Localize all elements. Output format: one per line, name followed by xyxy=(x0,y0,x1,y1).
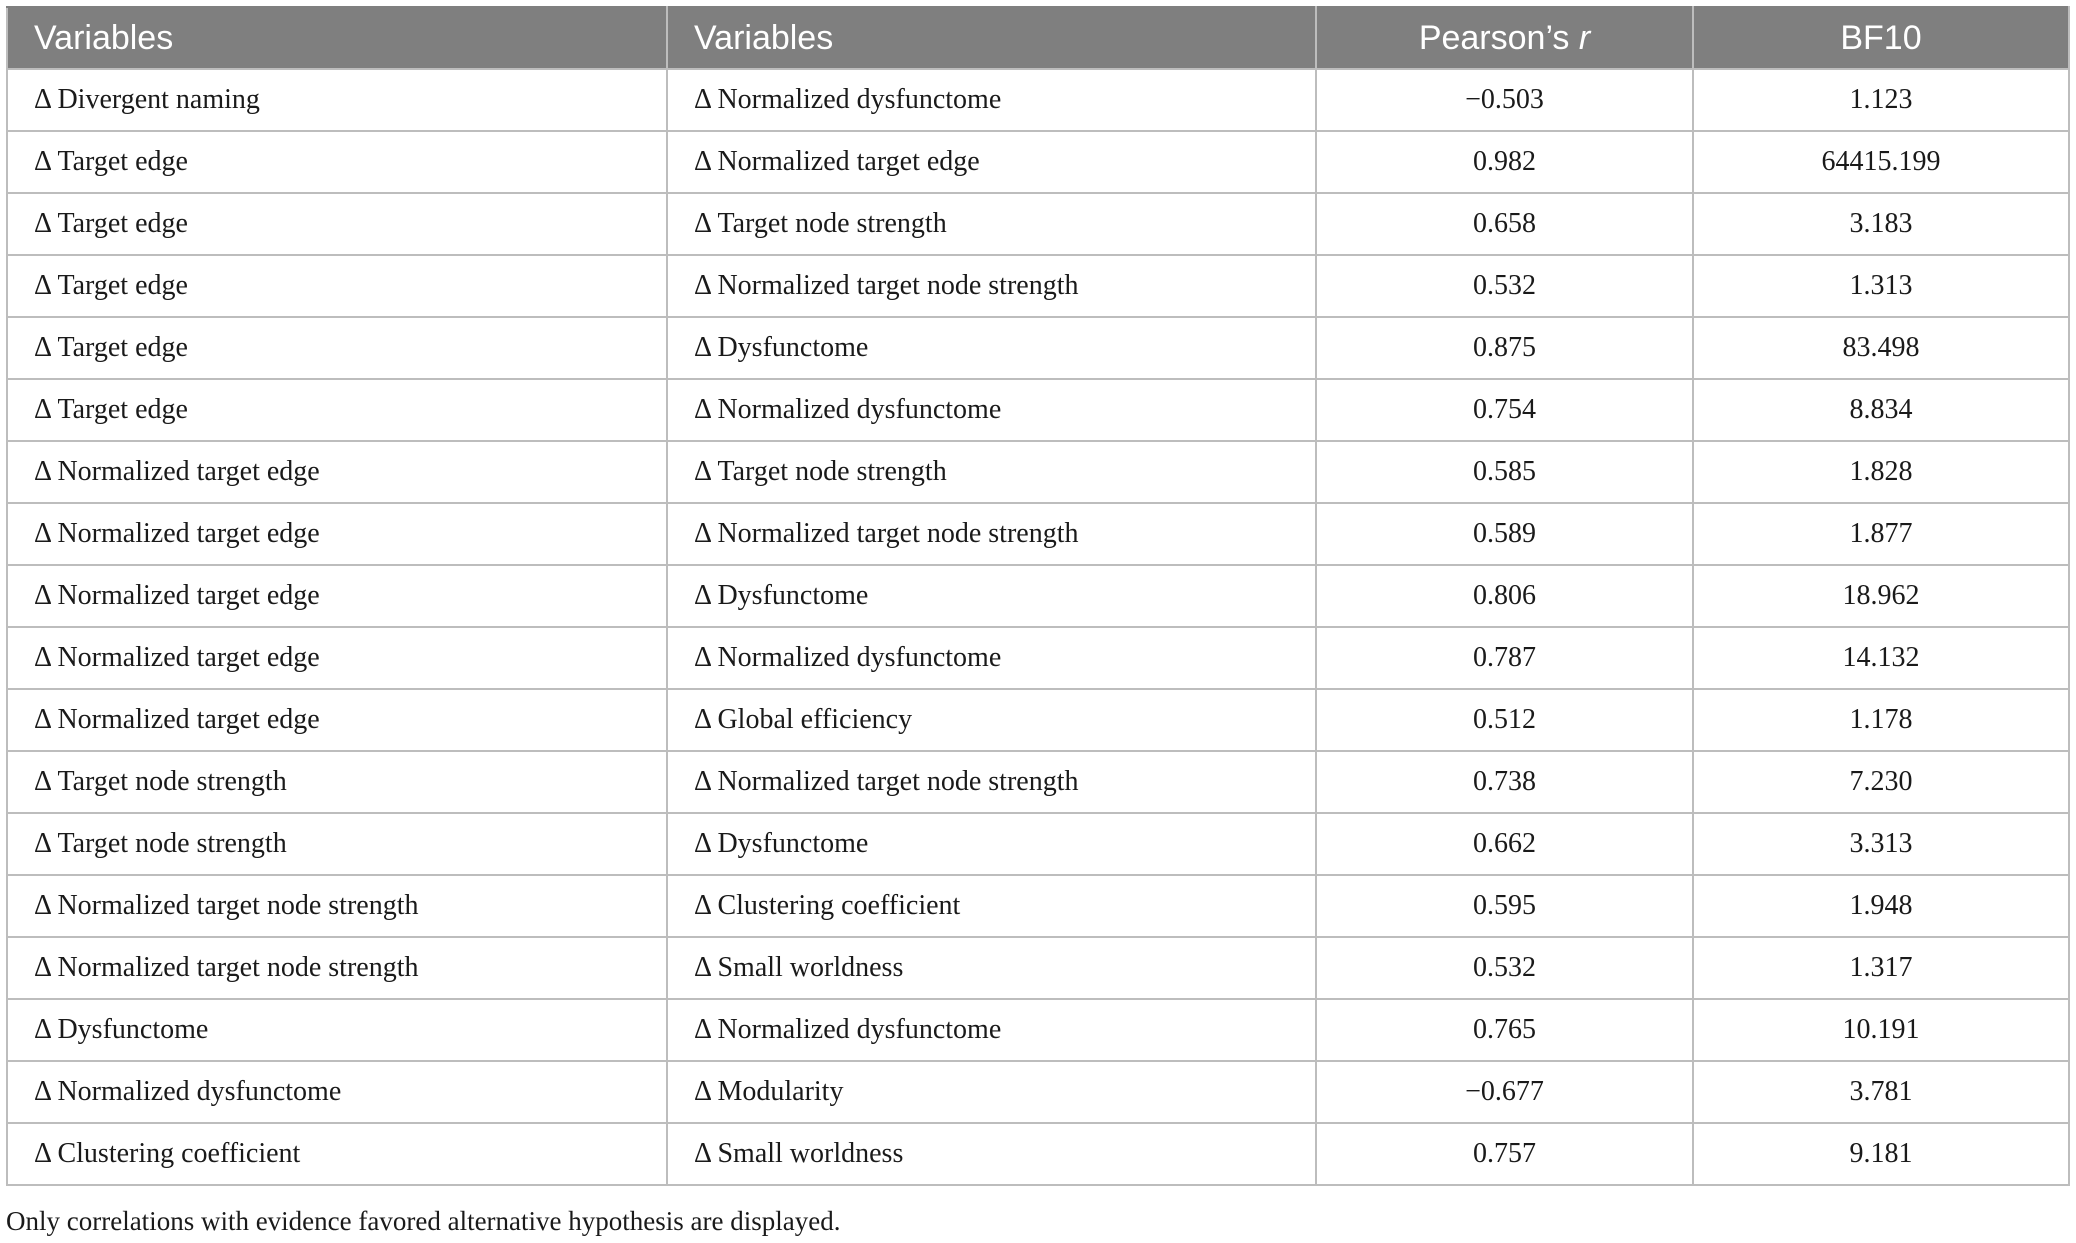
cell-bf10: 1.123 xyxy=(1693,69,2069,131)
cell-variable-1: Δ Normalized target edge xyxy=(7,689,667,751)
cell-bf10: 3.313 xyxy=(1693,813,2069,875)
table-row xyxy=(7,193,2069,255)
cell-variable-1: Δ Target node strength xyxy=(7,751,667,813)
cell-bf10: 1.828 xyxy=(1693,441,2069,503)
cell-pearsons-r: −0.677 xyxy=(1316,1061,1693,1123)
cell-variable-1: Δ Normalized target node strength xyxy=(7,875,667,937)
cell-variable-2: Δ Modularity xyxy=(667,1061,1316,1123)
cell-pearsons-r: 0.757 xyxy=(1316,1123,1693,1185)
table-row xyxy=(7,317,2069,379)
cell-pearsons-r: 0.595 xyxy=(1316,875,1693,937)
cell-pearsons-r: 0.589 xyxy=(1316,503,1693,565)
table-row xyxy=(7,441,2069,503)
table-footnote: Only correlations with evidence favored alternative hypothesis are displayed. xyxy=(6,1206,841,1236)
cell-variable-2: Δ Global efficiency xyxy=(667,689,1316,751)
cell-bf10: 1.313 xyxy=(1693,255,2069,317)
table-row xyxy=(7,875,2069,937)
cell-pearsons-r: 0.532 xyxy=(1316,937,1693,999)
cell-variable-2: Δ Small worldness xyxy=(667,1123,1316,1185)
cell-pearsons-r: 0.532 xyxy=(1316,255,1693,317)
table-header xyxy=(7,7,2069,69)
cell-pearsons-r: −0.503 xyxy=(1316,69,1693,131)
header-pearsons-label: Pearson’s xyxy=(1418,18,1579,57)
table-row xyxy=(7,999,2069,1061)
cell-variable-1: Δ Target edge xyxy=(7,255,667,317)
cell-variable-2: Δ Small worldness xyxy=(667,937,1316,999)
header-variables-1: Variables xyxy=(7,7,667,69)
cell-pearsons-r: 0.658 xyxy=(1316,193,1693,255)
cell-pearsons-r: 0.875 xyxy=(1316,317,1693,379)
cell-bf10: 7.230 xyxy=(1693,751,2069,813)
correlation-table-container xyxy=(6,6,2068,1186)
cell-variable-2: Δ Normalized dysfunctome xyxy=(667,627,1316,689)
cell-variable-1: Δ Normalized target node strength xyxy=(7,937,667,999)
correlation-table xyxy=(6,6,2070,1186)
cell-bf10: 14.132 xyxy=(1693,627,2069,689)
table-row xyxy=(7,689,2069,751)
cell-bf10: 3.781 xyxy=(1693,1061,2069,1123)
cell-pearsons-r: 0.765 xyxy=(1316,999,1693,1061)
header-pearsons-r-symbol: r xyxy=(1578,18,1591,57)
cell-variable-1: Δ Normalized dysfunctome xyxy=(7,1061,667,1123)
cell-pearsons-r: 0.754 xyxy=(1316,379,1693,441)
table-row xyxy=(7,1061,2069,1123)
cell-pearsons-r: 0.662 xyxy=(1316,813,1693,875)
cell-variable-1: Δ Dysfunctome xyxy=(7,999,667,1061)
cell-bf10: 18.962 xyxy=(1693,565,2069,627)
cell-pearsons-r: 0.982 xyxy=(1316,131,1693,193)
table-body xyxy=(7,69,2069,1185)
cell-variable-1: Δ Target node strength xyxy=(7,813,667,875)
table-row xyxy=(7,813,2069,875)
header-bf10: BF10 xyxy=(1693,7,2069,69)
cell-variable-1: Δ Normalized target edge xyxy=(7,503,667,565)
table-row xyxy=(7,937,2069,999)
header-row xyxy=(7,7,2069,69)
cell-variable-2: Δ Normalized target edge xyxy=(667,131,1316,193)
table-row xyxy=(7,627,2069,689)
table-row xyxy=(7,379,2069,441)
table-row xyxy=(7,69,2069,131)
cell-variable-1: Δ Target edge xyxy=(7,131,667,193)
cell-variable-2: Δ Normalized dysfunctome xyxy=(667,69,1316,131)
cell-bf10: 1.178 xyxy=(1693,689,2069,751)
cell-variable-2: Δ Normalized target node strength xyxy=(667,503,1316,565)
cell-variable-2: Δ Dysfunctome xyxy=(667,813,1316,875)
cell-bf10: 3.183 xyxy=(1693,193,2069,255)
table-row xyxy=(7,565,2069,627)
cell-variable-1: Δ Target edge xyxy=(7,193,667,255)
cell-variable-1: Δ Target edge xyxy=(7,379,667,441)
table-row xyxy=(7,1123,2069,1185)
cell-variable-2: Δ Normalized dysfunctome xyxy=(667,379,1316,441)
cell-variable-1: Δ Normalized target edge xyxy=(7,441,667,503)
cell-variable-2: Δ Dysfunctome xyxy=(667,565,1316,627)
cell-bf10: 9.181 xyxy=(1693,1123,2069,1185)
cell-bf10: 64415.199 xyxy=(1693,131,2069,193)
cell-variable-2: Δ Normalized target node strength xyxy=(667,255,1316,317)
cell-pearsons-r: 0.738 xyxy=(1316,751,1693,813)
cell-variable-2: Δ Normalized dysfunctome xyxy=(667,999,1316,1061)
cell-bf10: 1.317 xyxy=(1693,937,2069,999)
cell-pearsons-r: 0.512 xyxy=(1316,689,1693,751)
cell-variable-1: Δ Divergent naming xyxy=(7,69,667,131)
table-row xyxy=(7,503,2069,565)
cell-variable-1: Δ Normalized target edge xyxy=(7,565,667,627)
cell-bf10: 1.948 xyxy=(1693,875,2069,937)
header-variables-2: Variables xyxy=(667,7,1316,69)
cell-bf10: 8.834 xyxy=(1693,379,2069,441)
cell-variable-2: Δ Normalized target node strength xyxy=(667,751,1316,813)
table-row xyxy=(7,751,2069,813)
cell-variable-2: Δ Clustering coefficient xyxy=(667,875,1316,937)
cell-pearsons-r: 0.585 xyxy=(1316,441,1693,503)
cell-pearsons-r: 0.787 xyxy=(1316,627,1693,689)
cell-variable-2: Δ Target node strength xyxy=(667,441,1316,503)
cell-variable-2: Δ Dysfunctome xyxy=(667,317,1316,379)
table-row xyxy=(7,131,2069,193)
cell-pearsons-r: 0.806 xyxy=(1316,565,1693,627)
cell-variable-1: Δ Target edge xyxy=(7,317,667,379)
cell-variable-2: Δ Target node strength xyxy=(667,193,1316,255)
table-row xyxy=(7,255,2069,317)
cell-bf10: 10.191 xyxy=(1693,999,2069,1061)
cell-bf10: 1.877 xyxy=(1693,503,2069,565)
header-pearsons-r xyxy=(1316,7,1693,69)
cell-variable-1: Δ Normalized target edge xyxy=(7,627,667,689)
cell-bf10: 83.498 xyxy=(1693,317,2069,379)
cell-variable-1: Δ Clustering coefficient xyxy=(7,1123,667,1185)
